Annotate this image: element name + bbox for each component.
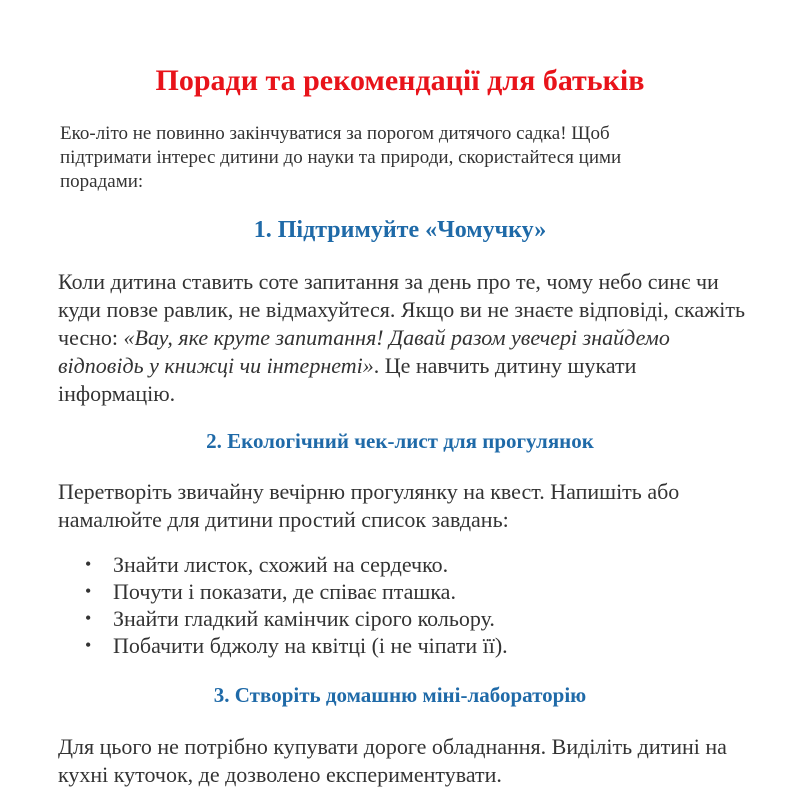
checklist-item (58, 632, 748, 659)
intro-paragraph: Еко-літо не повинно закінчуватися за порогом дитячого садка! Щоб підтримати інтерес дитини до науки та природи, скористайтеся цими порадами: (60, 123, 622, 192)
bullet-icon: • (85, 554, 92, 574)
section-1-paragraph (58, 268, 748, 408)
checklist-item (58, 605, 748, 632)
checklist-item-text: Почути і показати, де співає пташка. (113, 579, 456, 604)
bullet-icon: • (85, 635, 92, 655)
section-1-heading: 1. Підтримуйте «Чомучку» (253, 217, 547, 243)
section-1-quote: «Вау, яке круте запитання! Давай разом увечері знайдемо відповідь у книжці чи інтернеті» (58, 325, 670, 378)
checklist-item-text: Знайти листок, схожий на сердечко. (113, 552, 449, 577)
section-3-heading: 3. Створіть домашню міні-лабораторію (213, 683, 587, 707)
section-3-paragraph: Для цього не потрібно купувати дороге обладнання. Виділіть дитині на кухні куточок, де дозволено експериментувати. (58, 734, 727, 787)
section-1-lead-text: Коли дитина ставить соте запитання за день про те, чому небо синє чи куди повзе равлик, не відмахуйтеся. Якщо ви не знаєте відповіді, скажіть чесно: (58, 269, 746, 350)
checklist-item-text: Знайти гладкий камінчик сірого кольору. (113, 606, 495, 631)
checklist-item-text: Побачити бджолу на квітці (і не чіпати її). (113, 633, 508, 658)
page-title: Поради та рекомендації для батьків (155, 64, 645, 97)
bullet-icon: • (85, 581, 92, 601)
section-1-tail-text: . Це навчить дитину шукати інформацію. (58, 353, 637, 406)
walk-checklist (58, 551, 748, 659)
section-2-heading: 2. Екологічний чек-лист для прогулянок (206, 429, 594, 453)
checklist-item (58, 578, 748, 605)
checklist-item (58, 551, 748, 578)
section-2-paragraph: Перетворіть звичайну вечірню прогулянку на квест. Напишіть або намалюйте для дитини простий список завдань: (58, 479, 680, 532)
bullet-icon: • (85, 608, 92, 628)
